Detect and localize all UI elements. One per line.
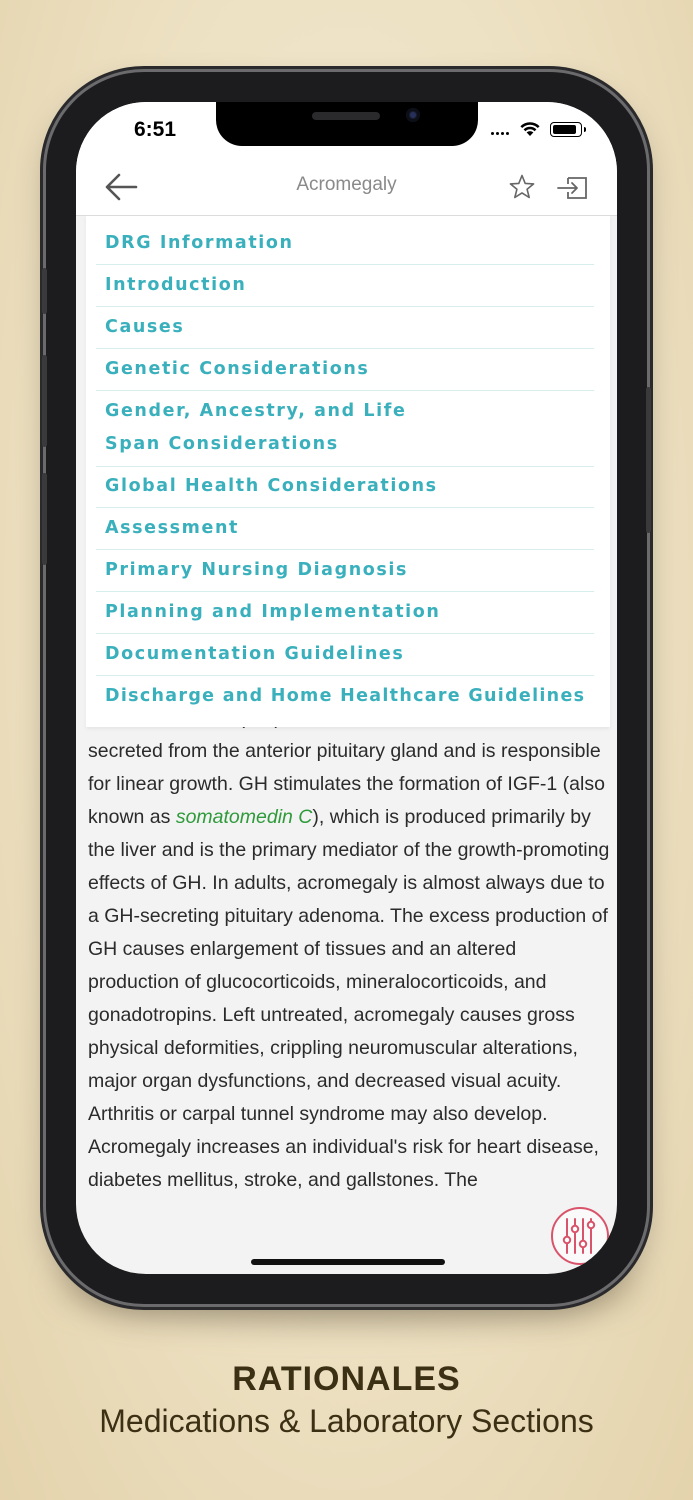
speaker (312, 112, 380, 120)
body-text-after-link: ), which is produced primarily by the liver and is the primary mediator of the growth-promoting effects of GH. In adults, acromegaly is almost always due to a GH-secreting pituitary adenoma. The excess production of GH causes enlargement of tissues and an altered production of glucocorticoids, mineralocorticoids, and gonadotropins. Left untreated, acromegaly causes gross physical deformities, crippling neuromuscular alterations, major organ dysfunctions, and decreased visual acuity. Arthritis or carpal tunnel syndrome may also develop. Acromegaly increases an individual's risk for heart disease, diabetes mellitus, stroke, and gallstones. The (88, 806, 610, 1191)
phone-screen (76, 102, 617, 1274)
toc-item-introduction[interactable]: Introduction (96, 269, 594, 307)
article-body (88, 702, 612, 1197)
star-icon[interactable] (508, 173, 536, 201)
sliders-icon (553, 1209, 606, 1262)
toc-item-discharge-home-healthcare[interactable]: Discharge and Home Healthcare Guidelines (105, 686, 586, 706)
toc-item-documentation-guidelines[interactable]: Documentation Guidelines (96, 638, 594, 676)
signal-icon (491, 132, 509, 135)
mute-switch (42, 268, 47, 314)
toc-item-causes[interactable]: Causes (96, 311, 594, 349)
toc-item-planning-implementation[interactable]: Planning and Implementation (96, 596, 594, 634)
table-of-contents (86, 215, 610, 727)
battery-icon (550, 122, 582, 137)
toc-item-drg-information[interactable]: DRG Information (96, 227, 594, 265)
toc-item-assessment[interactable]: Assessment (96, 512, 594, 550)
filter-settings-button[interactable] (551, 1207, 609, 1265)
toc-item-primary-nursing-diagnosis[interactable]: Primary Nursing Diagnosis (96, 554, 594, 592)
home-indicator (251, 1259, 445, 1265)
export-icon[interactable] (556, 174, 590, 202)
camera (406, 108, 420, 122)
page-title: Acromegaly (296, 174, 397, 195)
caption-title: RATIONALES (232, 1360, 461, 1398)
body-text-before-link: secreted from the anterior pituitary gland and is responsible for linear growth. GH stimulates the formation of IGF-1 (also known as (88, 740, 605, 828)
power-button (646, 387, 651, 533)
toc-item-gender-ancestry-life-span[interactable]: Gender, Ancestry, and Life Span Considerations (105, 401, 407, 454)
toc-item-global-health[interactable]: Global Health Considerations (96, 470, 594, 508)
caption-subtitle: Medications & Laboratory Sections (99, 1403, 594, 1439)
volume-up-button (42, 355, 47, 447)
nav-bar (76, 158, 617, 216)
notch (216, 102, 478, 146)
toc-item-genetic-considerations[interactable]: Genetic Considerations (96, 353, 594, 391)
status-time: 6:51 (134, 118, 177, 141)
wifi-icon (518, 120, 542, 137)
toc-divider (96, 466, 594, 467)
volume-down-button (42, 473, 47, 565)
somatomedin-link[interactable]: somatomedin C (175, 806, 313, 828)
